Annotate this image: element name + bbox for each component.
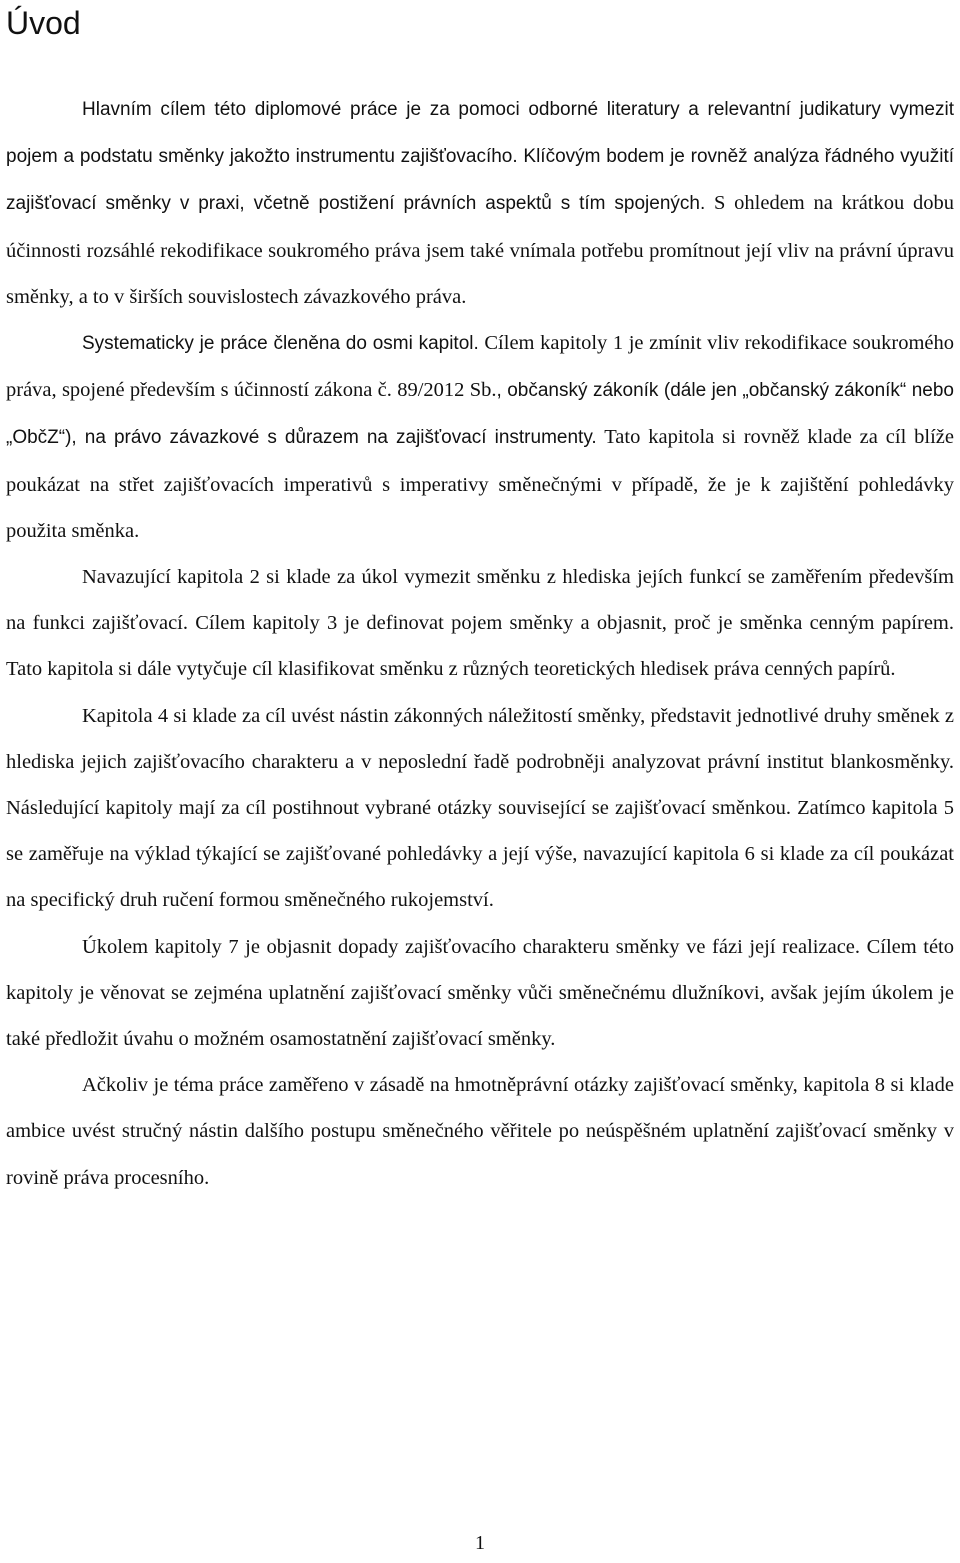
paragraph-4-text: Kapitola 4 si klade za cíl uvést nástin zákonných náležitostí směnky, představit jednotlivé druhy směnek z hlediska jejich zajišťovacího charakteru a v neposlední řadě podrobněji analyzovat právní institut blankosměnky. Následující kapitoly mají za cíl postihnout vybrané otázky související se zajišťovací směnkou. Zatímco kapitola 5 se zaměřuje na výklad týkající se zajišťované pohledávky a její výše, navazující kapitola 6 si klade za cíl poukázat na specifický druh ručení formou směnečného rukojemství. bbox=[6, 704, 954, 912]
page-number: 1 bbox=[475, 1532, 485, 1554]
paragraph-1 bbox=[6, 86, 954, 320]
paragraph-2-part-d: Tato kapitola si rovněž klade za cíl blíže poukázat na střet zajišťovacích imperativů s imperativy směnečnými v případě, že je k zajištění pohledávky použita směnka. bbox=[6, 426, 954, 542]
paragraph-2 bbox=[6, 320, 954, 554]
paragraph-3 bbox=[6, 554, 954, 693]
paragraph-1-part-a: Hlavním cílem této diplomové práce je za pomoci odborné literatury a relevantní judikatury vymezit pojem a podstatu směnky jakožto instrumentu zajišťovacího. Klíčovým bodem je rovněž analýza řádného využití zajišťovací směnky v praxi, včetně postižení právních aspektů s tím spojených. bbox=[6, 99, 954, 215]
paragraph-1-part-b: S ohledem na krátkou dobu účinnosti rozsáhlé rekodifikace soukromého práva jsem také vnímala potřebu promítnout její vliv na právní úpravu směnky, a to v širších souvislostech závazkového práva. bbox=[6, 192, 954, 308]
paragraph-5 bbox=[6, 924, 954, 1063]
paragraph-2-part-b: Cílem kapitoly 1 je zmínit vliv rekodifikace soukromého práva, spojené především s účinností zákona č. 89/2012 Sb. bbox=[6, 332, 954, 402]
paragraph-6 bbox=[6, 1062, 954, 1201]
paragraph-2-part-c: , občanský zákoník (dále jen „občanský zákoník“ nebo „ObčZ“), na právo závazkové s důrazem na zajišťovací instrumenty. bbox=[6, 380, 954, 449]
paragraph-2-part-a: Systematicky je práce členěna do osmi kapitol. bbox=[82, 333, 479, 355]
paragraph-4 bbox=[6, 693, 954, 924]
paragraph-5-text: Úkolem kapitoly 7 je objasnit dopady zajišťovacího charakteru směnky ve fázi její realizace. Cílem této kapitoly je věnovat se zejména uplatnění zajišťovací směnky vůči směnečnému dlužníkovi, avšak jejím úkolem je také předložit úvahu o možném osamostatnění zajišťovací směnky. bbox=[6, 935, 954, 1051]
paragraph-6-text: Ačkoliv je téma práce zaměřeno v zásadě na hmotněprávní otázky zajišťovací směnky, kapitola 8 si klade ambice uvést stručný nástin dalšího postupu směnečného věřitele po neúspěšném uplatnění zajišťovací směnky v rovině práva procesního. bbox=[6, 1074, 954, 1189]
page-title: Úvod bbox=[6, 5, 81, 41]
paragraph-3-text: Navazující kapitola 2 si klade za úkol vymezit směnku z hlediska jejích funkcí se zaměřením především na funkci zajišťovací. Cílem kapitoly 3 je definovat pojem směnky a objasnit, proč je směnka cenným papírem. Tato kapitola si dále vytyčuje cíl klasifikovat směnku z různých teoretických hledisek práva cenných papírů. bbox=[6, 566, 954, 681]
document-body bbox=[6, 86, 954, 1201]
